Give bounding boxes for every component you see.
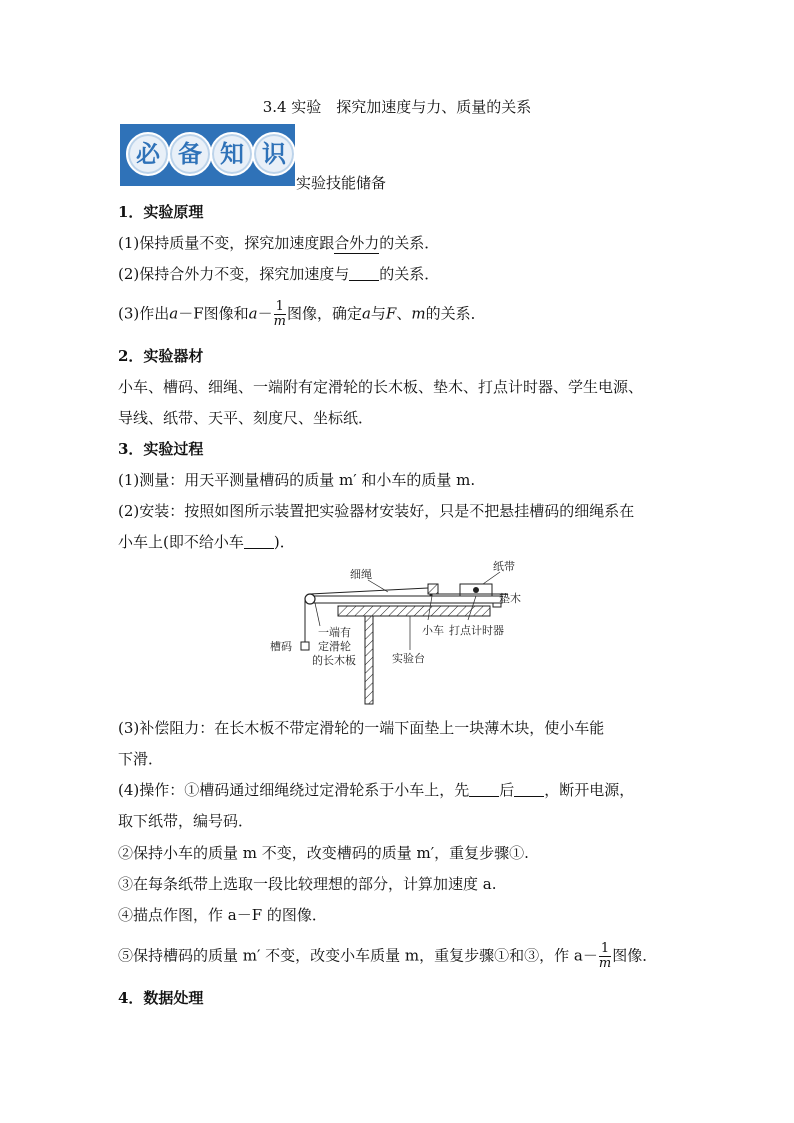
s2-line1: 小车、槽码、细绳、一端附有定滑轮的长木板、垫木、打点计时器、学生电源、 (118, 378, 644, 396)
apparatus-figure (268, 558, 533, 708)
s1-heading: 1．实验原理 (118, 203, 204, 221)
banner-logo (120, 124, 295, 186)
s3-line2: (2)安装：按照如图所示装置把实验器材安装好，只是不把悬挂槽码的细绳系在 (118, 502, 635, 520)
answer-blank (349, 266, 379, 281)
s3-line7: 取下纸带，编号码． (118, 812, 254, 830)
pulley (305, 594, 315, 604)
fraction: $\frac{1}{m}$ (273, 299, 286, 329)
long-board (312, 596, 502, 603)
s3-line11: ⑤保持槽码的质量 m′ 不变，改变小车质量 m，重复步骤①和③，作 a－ $\frac{1}{m}$ 图像． (118, 941, 658, 971)
s3-line1: (1)测量：用天平测量槽码的质量 m′ 和小车的质量 m. (118, 471, 476, 489)
s3-heading: 3．实验过程 (118, 440, 204, 458)
fraction: $\frac{1}{m}$ (598, 941, 612, 971)
label-cart: 小车 (422, 624, 444, 637)
banner-char: 识 (252, 132, 296, 176)
s3-line3: 小车上(即不给小车 )． (118, 533, 295, 551)
s3-line4: (3)补偿阻力：在长木板不带定滑轮的一端下面垫上一块薄木块，使小车能 (118, 719, 605, 737)
answer-blank (514, 782, 544, 797)
s3-line9: ③在每条纸带上选取一段比较理想的部分，计算加速度 a. (118, 875, 497, 893)
label-board: 的长木板 (312, 654, 356, 667)
s3-line8: ②保持小车的质量 m 不变，改变槽码的质量 m′，重复步骤①. (118, 844, 529, 862)
s1-line1: (1)保持质量不变，探究加速度跟合外力的关系． (118, 234, 440, 252)
weight (301, 642, 309, 650)
label-board: 一端有 (318, 626, 351, 639)
s3-line6: (4)操作：①槽码通过细绳绕过定滑轮系于小车上，先 后 ，断开电源， (118, 781, 635, 799)
table-top (338, 606, 490, 616)
s1-line2: (2)保持合外力不变，探究加速度与 的关系． (118, 265, 440, 283)
answer-underline: 合外力 (334, 234, 380, 252)
s4-heading: 4．数据处理 (118, 989, 204, 1007)
cart (428, 584, 438, 594)
label-board: 定滑轮 (318, 640, 351, 653)
label-weight: 槽码 (270, 640, 292, 653)
label-pad: 垫木 (499, 592, 521, 605)
label-table: 实验台 (392, 652, 425, 665)
label-tape: 纸带 (493, 560, 515, 573)
banner-char: 备 (168, 132, 212, 176)
s1-line3: (3)作出a－F图像和a－ $\frac{1}{m}$ 图像，确定a与F、m的关系． (118, 299, 486, 329)
s2-line2: 导线、纸带、天平、刻度尺、坐标纸． (118, 409, 374, 427)
table-leg (365, 616, 373, 704)
banner-char: 必 (126, 132, 170, 176)
answer-blank (244, 534, 274, 549)
section-heading: 实验技能储备 (296, 174, 387, 192)
answer-blank (469, 782, 499, 797)
label-rope: 细绳 (350, 568, 372, 581)
rope (310, 588, 428, 594)
s2-heading: 2．实验器材 (118, 347, 204, 365)
page-title: 3.4 实验 探究加速度与力、质量的关系 (262, 98, 532, 116)
label-timer: 打点计时器 (449, 624, 504, 637)
s3-line5: 下滑． (118, 750, 164, 768)
s3-line10: ④描点作图，作 a－F 的图像． (118, 906, 327, 924)
banner-char: 知 (210, 132, 254, 176)
